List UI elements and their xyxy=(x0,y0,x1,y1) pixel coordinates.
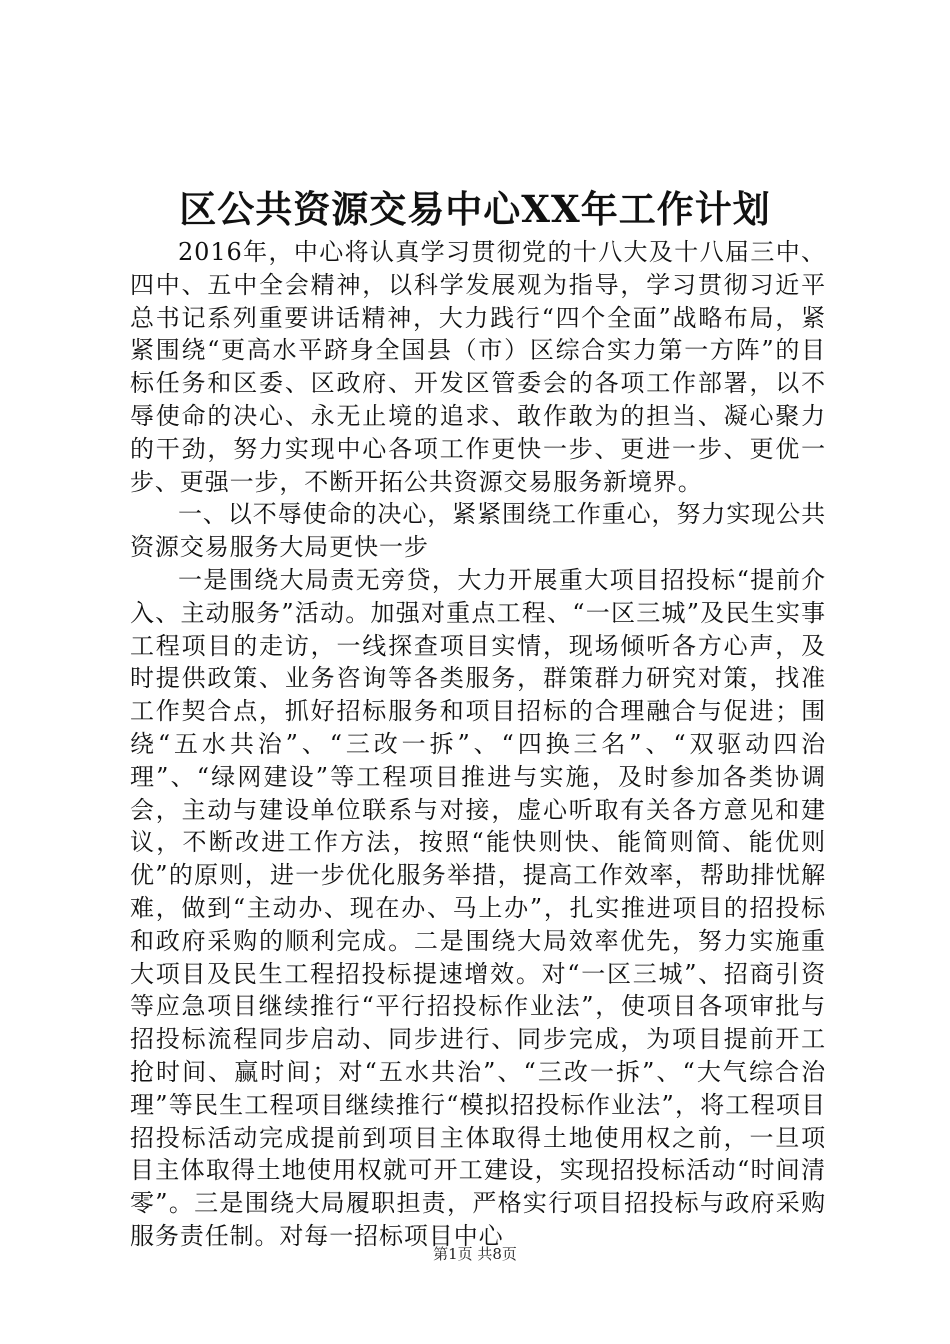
paragraph-section-heading: 一、以不辱使命的决心，紧紧围绕工作重心，努力实现公共资源交易服务大局更快一步 xyxy=(130,500,826,562)
document-title: 区公共资源交易中心XX年工作计划 xyxy=(179,187,771,231)
paragraph-intro: 2016年，中心将认真学习贯彻党的十八大及十八届三中、四中、五中全会精神，以科学发展观为指导，学习贯彻习近平总书记系列重要讲话精神，大力践行“四个全面”战略布局，紧紧围绕“更高水平跻身全国县（市）区综合实力第一方阵”的目标任务和区委、区政府、开发区管委会的各项工作部署，以不辱使命的决心、永无止境的追求、敢作敢为的担当、凝心聚力的干劲，努力实现中心各项工作更快一步、更进一步、更优一步、更强一步，不断开拓公共资源交易服务新境界。 xyxy=(130,238,826,496)
page-number-footer: 第1页 共8页 xyxy=(433,1245,517,1263)
paragraph-body: 一是围绕大局责无旁贷，大力开展重大项目招投标“提前介入、主动服务”活动。加强对重点工程、“一区三城”及民生实事工程项目的走访，一线探查项目实情，现场倾听各方心声，及时提供政策、业务咨询等各类服务，群策群力研究对策，找准工作契合点，抓好招标服务和项目招标的合理融合与促进；围绕“五水共治”、“三改一拆”、“四换三名”、“双驱动四治理”、“绿网建设”等工程项目推进与实施，及时参加各类协调会，主动与建设单位联系与对接，虚心听取有关各方意见和建议，不断改进工作方法，按照“能快则快、能简则简、能优则优”的原则，进一步优化服务举措，提高工作效率，帮助排忧解难，做到“主动办、现在办、马上办”，扎实推进项目的招投标和政府采购的顺利完成。二是围绕大局效率优先，努力实施重大项目及民生工程招投标提速增效。对“一区三城”、招商引资等应急项目继续推行“平行招投标作业法”，使项目各项审批与招投标流程同步启动、同步进行、同步完成，为项目提前开工抢时间、赢时间；对“五水共治”、“三改一拆”、“大气综合治理”等民生工程项目继续推行“模拟招投标作业法”，将工程项目招投标活动完成提前到项目主体取得土地使用权之前，一旦项目主体取得土地使用权就可开工建设，实现招投标活动“时间清零”。三是围绕大局履职担责，严格实行项目招投标与政府采购服务责任制。对每一招标项目中心 xyxy=(130,565,826,1250)
document-body xyxy=(130,236,826,1253)
